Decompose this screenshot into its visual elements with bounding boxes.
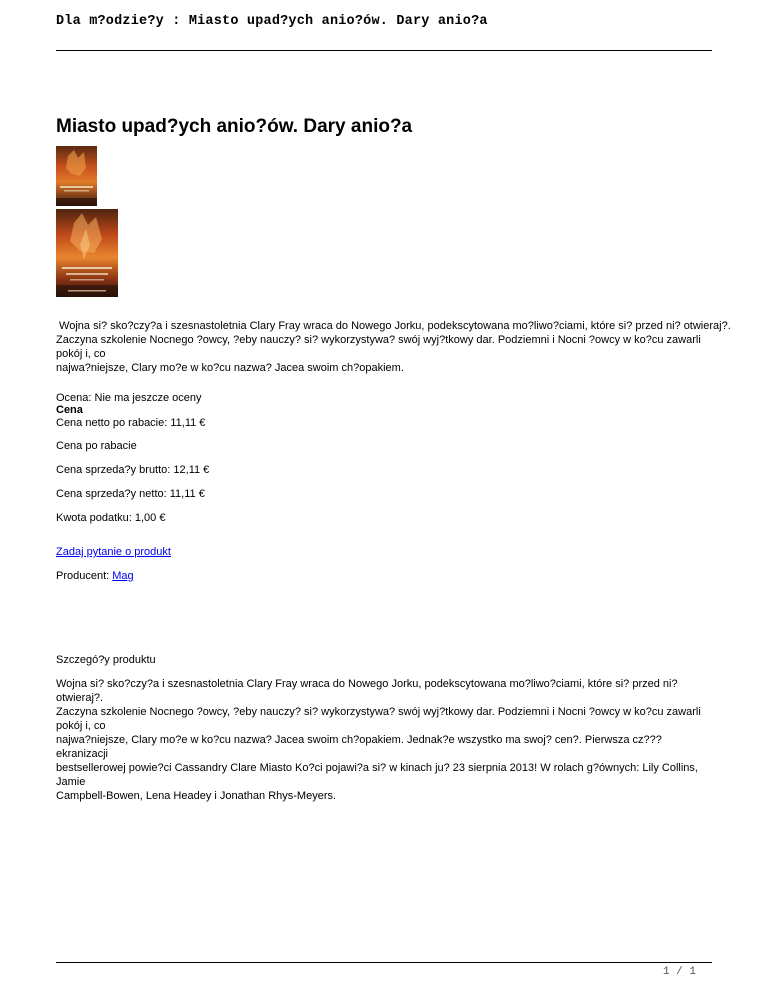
price-after-discount: Cena po rabacie bbox=[56, 440, 137, 452]
book-cover-image-large bbox=[56, 209, 118, 297]
short-description-line: najwa?niejsze, Clary mo?e w ko?cu nazwa? Jacea swoim ch?opakiem. bbox=[56, 362, 404, 374]
ask-question-link[interactable]: Zadaj pytanie o produkt bbox=[56, 546, 171, 558]
page-number: 1 / 1 bbox=[662, 966, 696, 978]
details-line: bestsellerowej powie?ci Cassandry Clare Miasto Ko?ci pojawi?a si? w kinach ju? 23 sierpnia 2013! W rolach g?ównych: Lily Collins, Jamie bbox=[56, 762, 698, 788]
details-heading: Szczegó?y produktu bbox=[56, 654, 156, 666]
details-description bbox=[56, 677, 716, 803]
ask-question-row bbox=[56, 545, 171, 559]
short-description-line: Wojna si? sko?czy?a i szesnastoletnia Clary Fray wraca do Nowego Jorku, podekscytowana mo?liwo?ciami, które si? przed ni? otwieraj?. bbox=[56, 320, 731, 332]
price-gross: Cena sprzeda?y brutto: 12,11 € bbox=[56, 464, 210, 476]
footer-divider bbox=[56, 962, 712, 963]
details-line: Wojna si? sko?czy?a i szesnastoletnia Clary Fray wraca do Nowego Jorku, podekscytowana mo?liwo?ciami, które si? przed ni? otwieraj?. bbox=[56, 678, 678, 704]
short-description-line: Zaczyna szkolenie Nocnego ?owcy, ?eby nauczy? si? wykorzystywa? swój wyj?tkowy dar. Podziemni i Nocni ?owcy w ko?cu zawarli pokój i, co bbox=[56, 334, 701, 360]
details-line: Campbell-Bowen, Lena Headey i Jonathan Rhys-Meyers. bbox=[56, 790, 337, 802]
book-cover-image-small bbox=[56, 146, 97, 206]
producer-label: Producent: bbox=[56, 570, 113, 582]
producer-row bbox=[56, 569, 134, 583]
producer-link[interactable]: Mag bbox=[112, 570, 134, 582]
header-divider bbox=[56, 50, 712, 51]
price-net: Cena sprzeda?y netto: 11,11 € bbox=[56, 488, 205, 500]
document-header-title: Dla m?odzie?y : Miasto upad?ych anio?ów. Dary anio?a bbox=[56, 14, 488, 29]
short-description bbox=[56, 319, 731, 375]
tax-amount: Kwota podatku: 1,00 € bbox=[56, 512, 166, 524]
rating-text: Ocena: Nie ma jeszcze oceny bbox=[56, 392, 202, 404]
product-title: Miasto upad?ych anio?ów. Dary anio?a bbox=[56, 116, 413, 137]
details-line: Zaczyna szkolenie Nocnego ?owcy, ?eby nauczy? si? wykorzystywa? swój wyj?tkowy dar. Podziemni i Nocni ?owcy w ko?cu zawarli pokój i, co bbox=[56, 706, 701, 732]
book-cover-thumbnail[interactable] bbox=[56, 146, 97, 206]
price-heading: Cena bbox=[56, 404, 83, 416]
price-net-after-discount: Cena netto po rabacie: 11,11 € bbox=[56, 417, 206, 429]
details-line: najwa?niejsze, Clary mo?e w ko?cu nazwa? Jacea swoim ch?opakiem. Jednak?e wszystko ma swoj? cen?. Pierwsza cz??? ekranizacji bbox=[56, 734, 662, 760]
book-cover-image[interactable] bbox=[56, 209, 118, 297]
